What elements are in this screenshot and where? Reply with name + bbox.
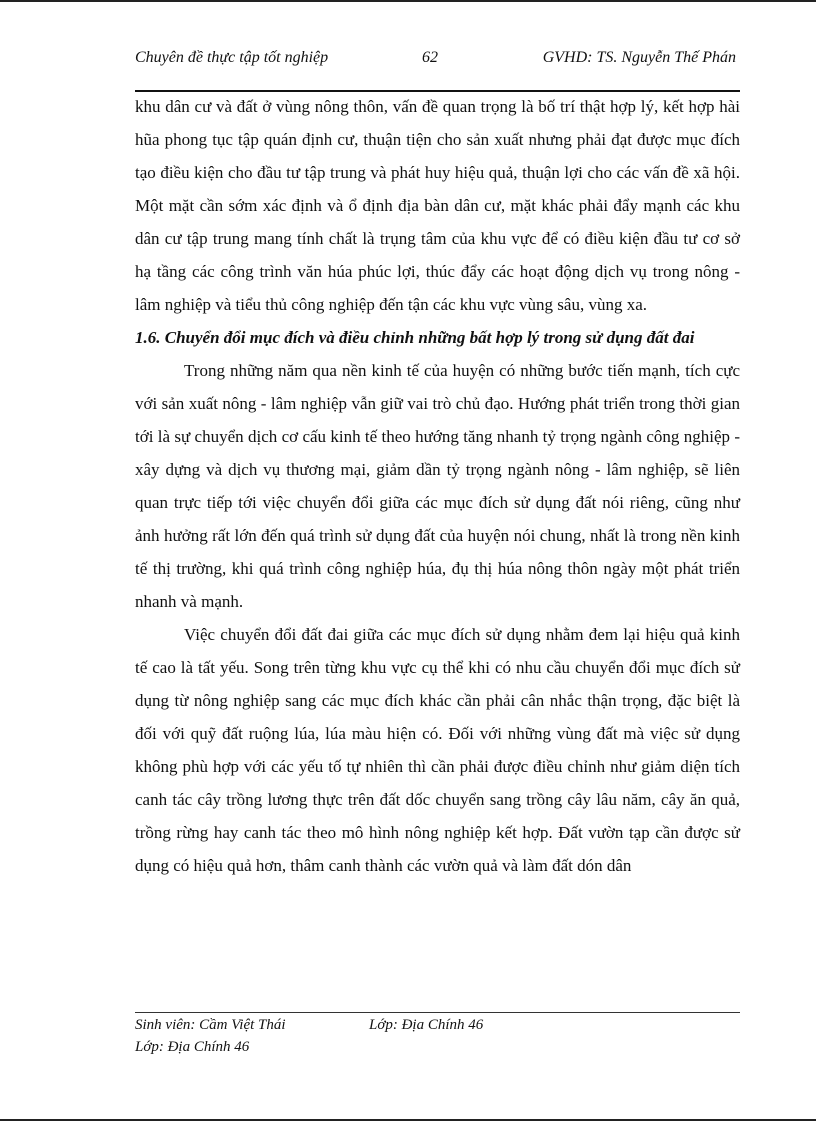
page-footer [135,1014,740,1058]
paragraph-continued: khu dân cư và đất ở vùng nông thôn, vấn đề quan trọng là bố trí thật hợp lý, kết hợp hài hũa phong tục tập quán định cư, thuận tiện cho sản xuất nhưng phải đạt được mục đích tạo điều kiện cho đầu tư tập trung và phát huy hiệu quả, thuận lợi cho các vấn đề xã hội. Một mặt cần sớm xác định và ổ định địa bàn dân cư, mặt khác phải đẩy mạnh các khu dân cư tập trung mang tính chất là trụng tâm của khu vực để có điều kiện đầu tư cơ sở hạ tầng các công trình văn húa phúc lợi, thúc đẩy các hoạt động dịch vụ trong nông - lâm nghiệp và tiểu thủ công nghiệp đến tận các khu vực vùng sâu, vùng xa. [135,97,740,314]
footer-class: Lớp: Địa Chính 46 [369,1017,484,1033]
header-supervisor: GVHD: TS. Nguyễn Thế Phán [542,49,736,66]
footer-student: Sinh viên: Cầm Việt Thái [135,1017,286,1033]
page-bottom-border [0,1119,816,1121]
document-body [135,90,740,882]
header-title: Chuyên đề thực tập tốt nghiệp [135,49,329,66]
section-heading: 1.6. Chuyển đổi mục đích và điều chỉnh những bất hợp lý trong sử dụng đất đai [135,328,695,347]
paragraph: Trong những năm qua nền kinh tế của huyện có những bước tiến mạnh, tích cực với sản xuất nông - lâm nghiệp vẫn giữ vai trò chủ đạo. Hướng phát triển trong thời gian tới là sự chuyển dịch cơ cấu kinh tế theo hướng tăng nhanh tỷ trọng ngành công nghiệp - xây dựng và dịch vụ thương mại, giảm dần tỷ trọng ngành nông - lâm nghiệp, sẽ liên quan trực tiếp tới việc chuyển đổi giữa các mục đích sử dụng đất nói riêng, cũng như ảnh hưởng rất lớn đến quá trình sử dụng đất của huyện nói chung, nhất là trong nền kinh tế thị trường, khi quá trình công nghiệp húa, đụ thị húa nông thôn ngày một phát triển nhanh và mạnh. [135,361,740,611]
page-header [135,47,740,73]
page-number: 62 [422,49,438,66]
paragraph: Việc chuyển đổi đất đai giữa các mục đích sử dụng nhằm đem lại hiệu quả kinh tế cao là tất yếu. Song trên từng khu vực cụ thể khi có nhu cầu chuyển đổi mục đích sử dụng từ nông nghiệp sang các mục đích khác cần phải cân nhắc thận trọng, đặc biệt là đối với quỹ đất ruộng lúa, lúa màu hiện có. Đối với những vùng đất mà việc sử dụng không phù hợp với các yếu tố tự nhiên thì cần phải được điều chỉnh như giảm diện tích canh tác cây trồng lương thực trên đất dốc chuyển sang trồng cây lâu năm, cây ăn quả, trồng rừng hay canh tác theo mô hình nông nghiệp kết hợp. Đất vườn tạp cần được sử dụng có hiệu quả hơn, thâm canh thành các vườn quả và làm đất dón dân [135,625,740,875]
footer-class-repeat: Lớp: Địa Chính 46 [135,1039,250,1055]
footer-rule [135,1012,740,1013]
page-top-border [0,0,816,2]
